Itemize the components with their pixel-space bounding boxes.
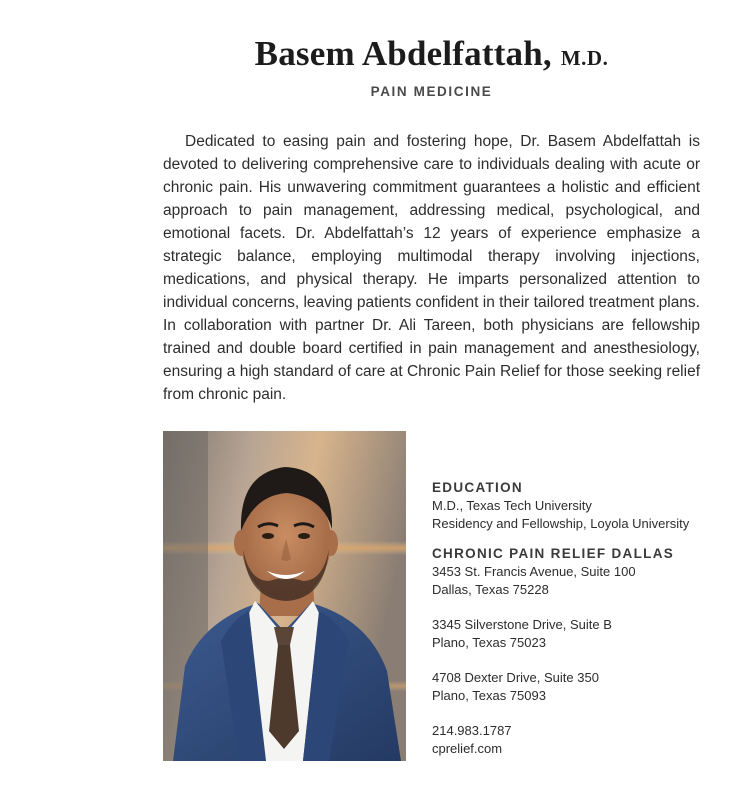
address-city: Plano, Texas 75023 xyxy=(432,635,546,650)
profile-header xyxy=(163,34,700,99)
doctor-portrait xyxy=(163,431,406,761)
doctor-name xyxy=(163,34,700,78)
address-city: Dallas, Texas 75228 xyxy=(432,582,549,597)
contact-info xyxy=(432,479,722,758)
address-street: 3453 St. Francis Avenue, Suite 100 xyxy=(432,564,636,579)
specialty-label: PAIN MEDICINE xyxy=(370,84,493,99)
right-ear xyxy=(324,530,338,556)
biography-paragraph: Dedicated to easing pain and fostering hope, Dr. Basem Abdelfattah is devoted to delivering comprehensive care to individuals dealing with acute or chronic pain. His unwavering commitment guarantees a holistic and efficient approach to pain management, addressing medical, psychological, and emotional facets. Dr. Abdelfattah’s 12 years of experience emphasize a strategic balance, employing multimodal therapy involving injections, medications, and physical therapy. He imparts personalized attention to individual concerns, leaving patients confident in their tailored treatment plans. In collaboration with partner Dr. Ali Tareen, both physicians are fellowship trained and double board certified in pain management and anesthesiology, ensuring a high standard of care at Chronic Pain Relief for those seeking relief from chronic pain. xyxy=(163,133,700,403)
education-heading: EDUCATION xyxy=(432,480,523,495)
practice-heading: CHRONIC PAIN RELIEF DALLAS xyxy=(432,546,675,561)
education-line: Residency and Fellowship, Loyola University xyxy=(432,516,690,531)
left-ear xyxy=(234,530,248,556)
right-eye xyxy=(298,533,310,539)
phone-number: 214.983.1787 xyxy=(432,723,512,738)
address-street: 3345 Silverstone Drive, Suite B xyxy=(432,617,612,632)
doctor-degree: M.D. xyxy=(560,46,609,70)
address-street: 4708 Dexter Drive, Suite 350 xyxy=(432,670,599,685)
website-link[interactable]: cprelief.com xyxy=(432,741,503,756)
address-city: Plano, Texas 75093 xyxy=(432,688,546,703)
left-eye xyxy=(262,533,274,539)
education-line: M.D., Texas Tech University xyxy=(432,498,592,513)
doctor-name-text: Basem Abdelfattah, xyxy=(254,34,552,73)
